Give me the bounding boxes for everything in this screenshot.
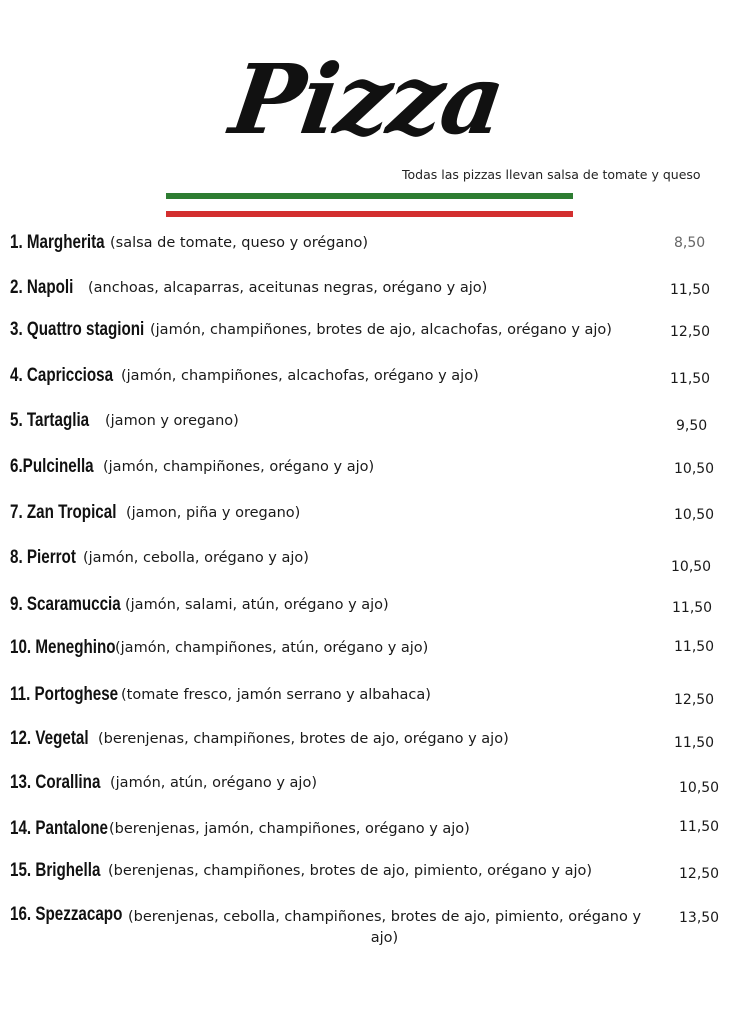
pizza-price: 12,50	[679, 866, 720, 882]
pizza-name: 10. Meneghino	[10, 637, 116, 658]
pizza-price: 11,50	[674, 639, 715, 655]
pizza-ingredients: (jamón, champiñones, brotes de ajo, alcachofas, orégano y ajo)	[150, 322, 612, 338]
pizza-price: 10,50	[674, 461, 715, 477]
pizza-name: 8. Pierrot	[10, 547, 76, 568]
pizza-ingredients: (jamón, champiñones, alcachofas, orégano y ajo)	[121, 368, 479, 384]
pizza-name: 5. Tartaglia	[10, 410, 90, 431]
pizza-price: 8,50	[674, 235, 706, 251]
pizza-name: 11. Portoghese	[10, 684, 119, 705]
pizza-price: 9,50	[676, 418, 708, 434]
pizza-name: 2. Napoli	[10, 277, 74, 298]
pizza-name: 16. Spezzacapo	[10, 904, 123, 925]
pizza-ingredients: (jamón, champiñones, atún, orégano y ajo)	[115, 640, 429, 656]
pizza-name: 4. Capricciosa	[10, 365, 114, 386]
pizza-ingredients: (jamón, champiñones, orégano y ajo)	[103, 459, 375, 475]
pizza-name: 12. Vegetal	[10, 728, 89, 749]
pizza-name: 15. Brighella	[10, 860, 101, 881]
pizza-price: 10,50	[674, 507, 715, 523]
pizza-name: 13. Corallina	[10, 772, 101, 793]
pizza-ingredients: (berenjenas, champiñones, brotes de ajo, pimiento, orégano y ajo)	[108, 863, 593, 879]
pizza-price: 11,50	[672, 600, 713, 616]
pizza-name: 1. Margherita	[10, 232, 105, 253]
pizza-name: 6.Pulcinella	[10, 456, 94, 477]
pizza-name: 3. Quattro stagioni	[10, 319, 145, 340]
pizza-ingredients: (berenjenas, jamón, champiñones, orégano y ajo)	[109, 821, 470, 837]
pizza-ingredients: (jamón, atún, orégano y ajo)	[110, 775, 317, 791]
page-subtitle: Todas las pizzas llevan salsa de tomate y queso	[402, 167, 701, 182]
pizza-ingredients: (berenjenas, cebolla, champiñones, brotes de ajo, pimiento, orégano y ajo)	[127, 909, 642, 946]
pizza-price: 11,50	[670, 371, 711, 387]
pizza-ingredients: (jamon, piña y oregano)	[126, 505, 301, 521]
pizza-price: 13,50	[679, 910, 720, 926]
pizza-ingredients: (jamón, salami, atún, orégano y ajo)	[125, 597, 389, 613]
pizza-price: 11,50	[679, 819, 720, 835]
pizza-ingredients: (jamon y oregano)	[105, 413, 239, 429]
pizza-ingredients: (berenjenas, champiñones, brotes de ajo, orégano y ajo)	[98, 731, 509, 747]
pizza-price: 10,50	[671, 559, 712, 575]
pizza-price: 12,50	[674, 692, 715, 708]
italian-flag-green-stripe	[166, 193, 573, 199]
pizza-ingredients: (anchoas, alcaparras, aceitunas negras, orégano y ajo)	[88, 280, 488, 296]
pizza-ingredients: (jamón, cebolla, orégano y ajo)	[83, 550, 309, 566]
page-title: Pizza	[224, 43, 510, 156]
pizza-price: 11,50	[674, 735, 715, 751]
italian-flag-red-stripe	[166, 211, 573, 217]
pizza-ingredients: (tomate fresco, jamón serrano y albahaca)	[121, 687, 431, 703]
pizza-name: 14. Pantalone	[10, 818, 108, 839]
pizza-price: 12,50	[670, 324, 711, 340]
pizza-price: 11,50	[670, 282, 711, 298]
pizza-price: 10,50	[679, 780, 720, 796]
pizza-name: 9. Scaramuccia	[10, 594, 121, 615]
pizza-ingredients: (salsa de tomate, queso y orégano)	[110, 235, 369, 251]
pizza-name: 7. Zan Tropical	[10, 502, 117, 523]
